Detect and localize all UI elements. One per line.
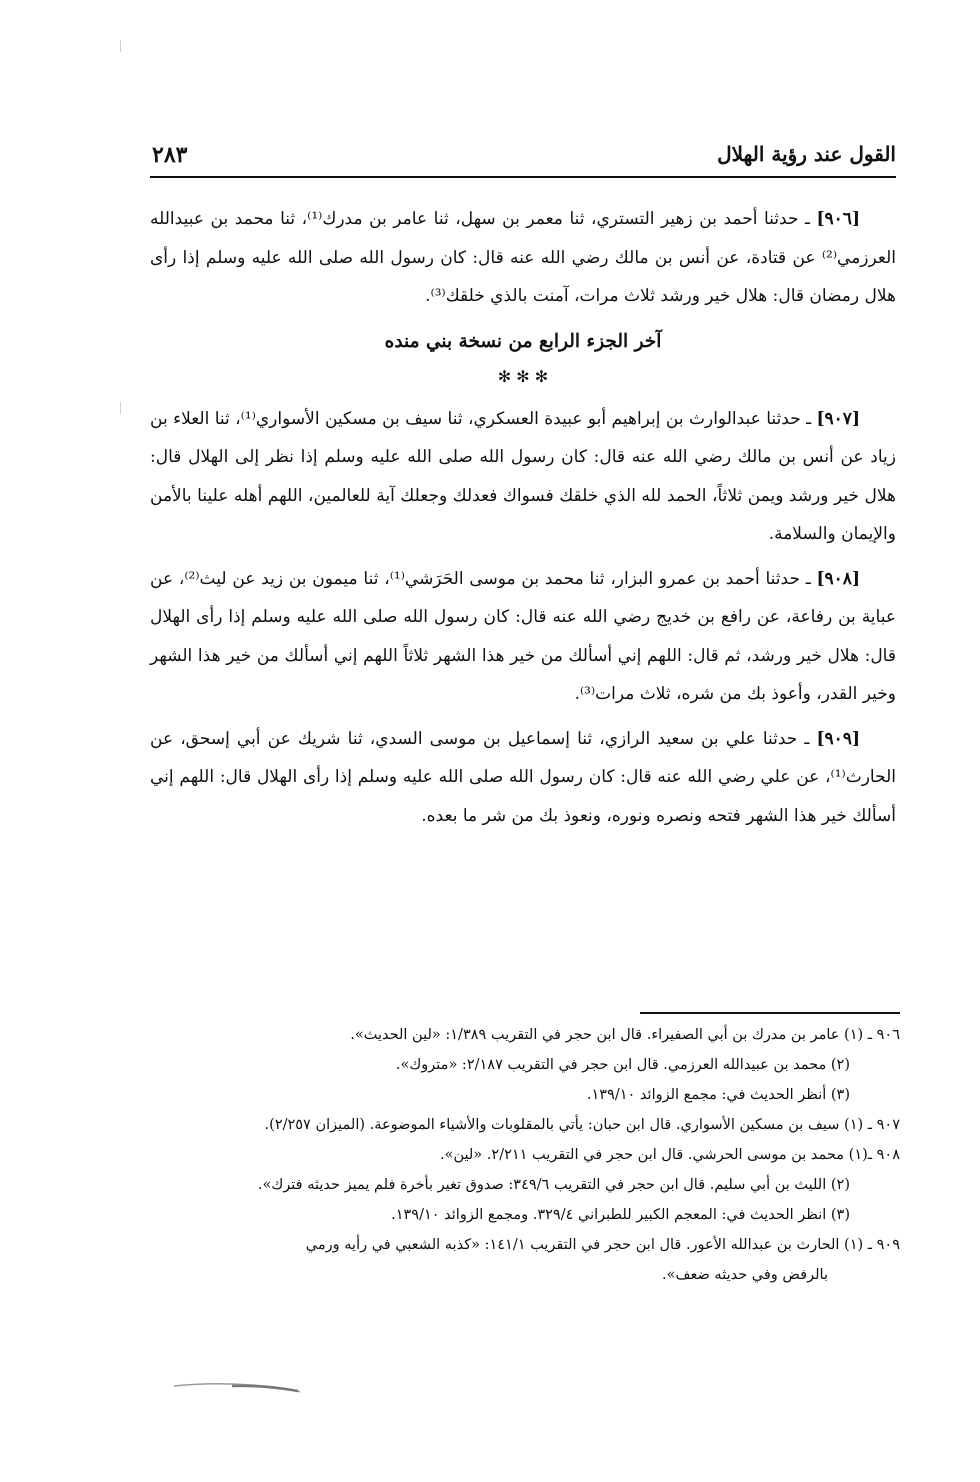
main-text bbox=[150, 200, 896, 841]
footnote: (٢) محمد بن عبيدالله العرزمي. قال ابن حجر في التقريب ٢/١٨٧: «متروك». bbox=[395, 1057, 850, 1073]
hadith-number: [٩٠٨] bbox=[816, 568, 860, 589]
page-number: ٢٨٣ bbox=[152, 142, 188, 168]
hadith-906 bbox=[150, 200, 896, 316]
section-title: آخر الجزء الرابع من نسخة بني منده bbox=[384, 330, 662, 352]
footnote: ٩٠٦ ـ (١) عامر بن مدرك بن أبي الصفيراء. قال ابن حجر في التقريب ١/٣٨٩: «لين الحديث». bbox=[350, 1027, 900, 1043]
footnote-continuation: بالرفض وفي حديثه ضعف». bbox=[662, 1267, 828, 1283]
hadith-text: ـ حدثنا علي بن سعيد الرازي، ثنا إسماعيل بن موسى السدي، ثنا شريك عن أبي إسحق، عن الحارث⁽¹⁾، عن علي رضي الله عنه قال: كان رسول الله صلى الله عليه وسلم إذا رأى الهلال قال: اللهم إني أسألك خير هذا الشهر فتحه ونصره ونوره، ونعوذ بك من شر ما بعده. bbox=[150, 728, 896, 826]
hadith-909 bbox=[150, 720, 896, 836]
hadith-908 bbox=[150, 560, 896, 714]
hadith-number: [٩٠٦] bbox=[816, 209, 860, 229]
hadith-number: [٩٠٧] bbox=[816, 408, 860, 429]
stars-separator: ✻ ✻ ✻ bbox=[497, 366, 549, 386]
hadith-text: ـ حدثنا أحمد بن عمرو البزار، ثنا محمد بن موسى الحَرَشي⁽¹⁾، ثنا ميمون بن زيد عن ليث⁽²⁾، عن عباية بن رفاعة، عن رافع بن خديج رضي الله عنه قال: كان رسول الله صلى الله عليه وسلم إذا رأى الهلال قال: هلال خير ورشد، ثم قال: اللهم إني أسألك من خير هذا الشهر ثلاثاً اللهم إني أسألك من خير هذا الشهر وخير القدر، وأعوذ بك من شره، ثلاث مرات⁽³⁾. bbox=[150, 568, 896, 704]
margin-mark bbox=[120, 402, 121, 414]
hadith-text: ـ حدثنا أحمد بن زهير التستري، ثنا معمر بن سهل، ثنا عامر بن مدرك⁽¹⁾، ثنا محمد بن عبيدالله العرزمي⁽²⁾ عن قتادة، عن أنس بن مالك رضي الله عنه قال: كان رسول الله صلى الله عليه وسلم إذا رأى هلال رمضان قال: هلال خير ورشد ثلاث مرات، آمنت بالذي خلقك⁽³⁾. bbox=[150, 209, 896, 306]
footnote: ٩٠٩ ـ (١) الحارث بن عبدالله الأعور. قال ابن حجر في التقريب ١٤١/١: «كذبه الشعبي في رأيه ورمي bbox=[305, 1237, 900, 1253]
margin-mark bbox=[120, 40, 121, 52]
footnote: (٣) انظر الحديث في: المعجم الكبير للطبراني ٣٢٩/٤. ومجمع الزوائد ١٣٩/١٠. bbox=[391, 1207, 850, 1223]
footnote: ٩٠٧ ـ (١) سيف بن مسكين الأسواري. قال ابن حبان: يأتي بالمقلوبات والأشياء الموضوعة. (الميزان ٢/٢٥٧). bbox=[264, 1117, 900, 1133]
footnote: ٩٠٨ ـ(١) محمد بن موسى الحرشي. قال ابن حجر في التقريب ٢/٢١١. «لين». bbox=[440, 1147, 900, 1163]
footnote-list bbox=[130, 1020, 900, 1290]
footnote: (٣) أنظر الحديث في: مجمع الزوائد ١٣٩/١٠. bbox=[586, 1087, 850, 1103]
running-title: القول عند رؤية الهلال bbox=[717, 142, 896, 166]
page-header bbox=[150, 140, 896, 178]
hadith-text: ـ حدثنا عبدالوارث بن إبراهيم أبو عبيدة العسكري، ثنا سيف بن مسكين الأسواري⁽¹⁾، ثنا العلاء بن زياد عن أنس بن مالك رضي الله عنه قال: كان رسول الله صلى الله عليه وسلم إذا نظر إلى الهلال قال: هلال خير ورشد ويمن ثلاثاً، الحمد لله الذي خلقك فسواك فعدلك وجعلك آية للعالمين، اللهم أهله علينا بالأمن والإيمان والسلامة. bbox=[150, 408, 896, 544]
footnote: (٢) الليث بن أبي سليم. قال ابن حجر في التقريب ٣٤٩/٦: صدوق تغير بأخرة فلم يميز حديثه فترك». bbox=[257, 1177, 850, 1193]
hadith-number: [٩٠٩] bbox=[816, 728, 860, 749]
footnote-rule bbox=[640, 1012, 900, 1014]
hadith-907 bbox=[150, 400, 896, 554]
scan-smudge bbox=[172, 1380, 302, 1394]
